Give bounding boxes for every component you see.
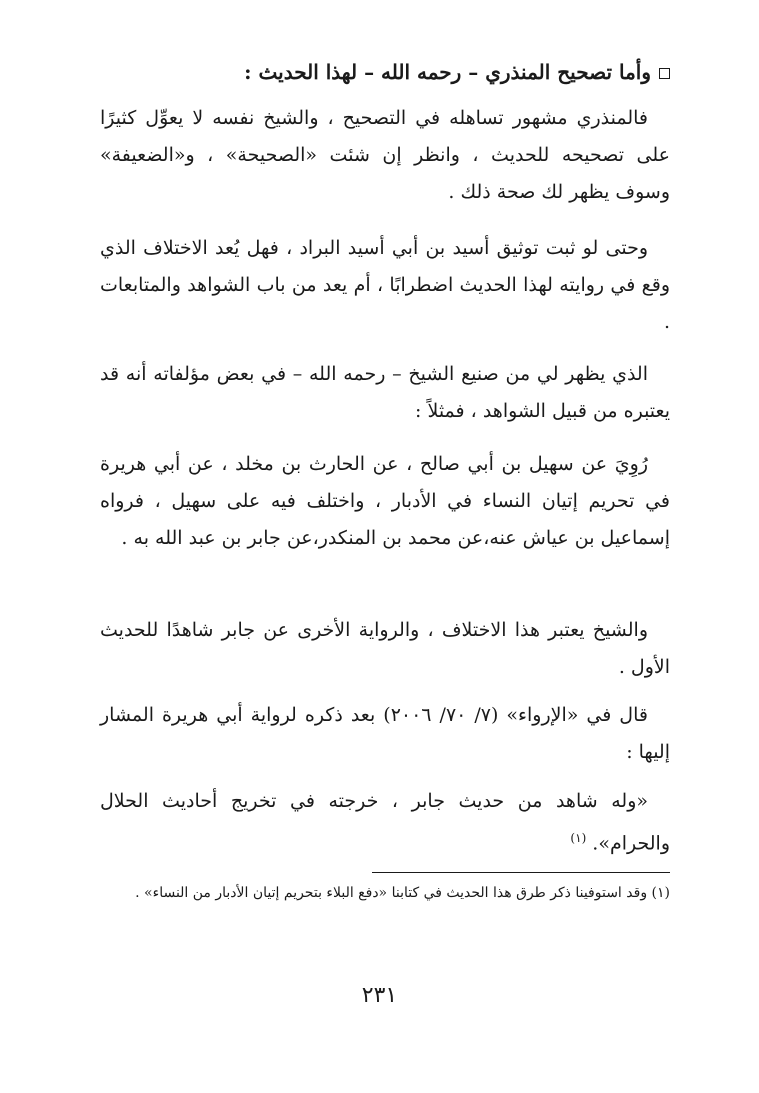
footnote xyxy=(100,878,670,908)
footnote-divider xyxy=(372,872,670,873)
paragraph-6 xyxy=(100,697,670,771)
page-number: ٢٣١ xyxy=(361,983,398,1008)
footnote-text: (١) وقد استوفينا ذكر طرق هذا الحديث في كتابنا «دفع البلاء بتحريم إتيان الأدبار من النساء» . xyxy=(135,885,670,901)
paragraph-text: والشيخ يعتبر هذا الاختلاف ، والرواية الأخرى عن جابر شاهدًا للحديث الأول . xyxy=(100,619,670,678)
paragraph-text: رُوِيَ عن سهيل بن أبي صالح ، عن الحارث بن مخلد ، عن أبي هريرة في تحريم إتيان النساء في الأدبار ، واختلف فيه على سهيل ، فرواه إسماعيل بن عياش عنه،عن محمد بن المنكدر،عن جابر بن عبد الله به . xyxy=(100,453,670,549)
paragraph-4 xyxy=(100,446,670,557)
paragraph-2 xyxy=(100,230,670,341)
paragraph-text: قال في «الإرواء» (٧/ ٧٠/ ٢٠٠٦) بعد ذكره لرواية أبي هريرة المشار إليها : xyxy=(100,704,670,763)
paragraph-7 xyxy=(100,783,670,862)
footnote-reference: (١) xyxy=(570,831,587,845)
paragraph-3 xyxy=(100,356,670,430)
paragraph-text: «وله شاهد من حديث جابر ، خرجته في تخريج أحاديث الحلال والحرام». xyxy=(100,790,670,855)
heading-text: وأما تصحيح المنذري – رحمه الله – لهذا الحديث : xyxy=(244,60,651,84)
paragraph-text: وحتى لو ثبت توثيق أسيد بن أبي أسيد البراد ، فهل يُعد الاختلاف الذي وقع في روايته لهذا الحديث اضطرابًا ، أم يعد من باب الشواهد والمتابعات . xyxy=(100,237,670,333)
section-heading xyxy=(100,52,670,92)
paragraph-5 xyxy=(100,612,670,686)
paragraph-text: الذي يظهر لي من صنيع الشيخ – رحمه الله – في بعض مؤلفاته أنه قد يعتبره من قبيل الشواهد ، فمثلاً : xyxy=(100,363,670,422)
paragraph-1 xyxy=(100,100,670,211)
square-bullet-icon xyxy=(659,68,670,79)
paragraph-text: فالمنذري مشهور تساهله في التصحيح ، والشيخ نفسه لا يعوِّل كثيرًا على تصحيحه للحديث ، وانظر إن شئت «الصحيحة» ، و«الضعيفة» وسوف يظهر لك صحة ذلك . xyxy=(100,107,670,203)
